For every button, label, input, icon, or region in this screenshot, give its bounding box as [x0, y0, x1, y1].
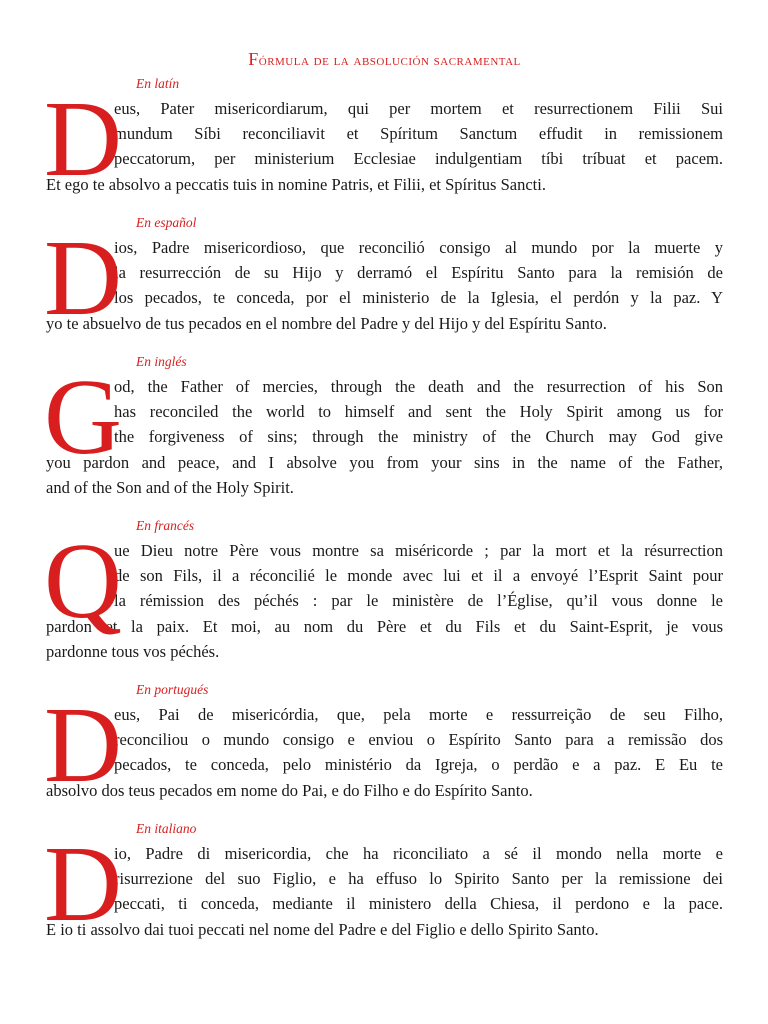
section-english: [46, 350, 723, 500]
prayer-line: la rémission des péchés : par le ministère de l’Église, qu’il vous donne le: [114, 591, 723, 611]
prayer-line: Et ego te absolvo a peccatis tuis in nomine Patris, et Filii, et Spíritus Sancti.: [46, 174, 546, 194]
drop-cap: D: [44, 686, 122, 805]
prayer-line: mundum Síbi reconciliavit et Spíritum Sanctum effudit in remissionem: [114, 124, 723, 144]
drop-cap: G: [44, 358, 122, 477]
section-spanish: [46, 211, 723, 336]
prayer-line: you pardon and peace, and I absolve you from your sins in the name of the Father,: [46, 452, 723, 472]
prayer-line: yo te absuelvo de tus pecados en el nombre del Padre y del Hijo y del Espíritu Santo.: [46, 313, 607, 333]
title-text: órmula de la absolución sacramental: [258, 53, 521, 69]
prayer-line: risurrezione del suo Figlio, e ha effuso lo Spirito Santo per la remissione dei: [114, 869, 723, 889]
section-french: [46, 514, 723, 664]
prayer-line: los pecados, te conceda, por el ministerio de la Iglesia, el perdón y la paz. Y: [114, 288, 723, 308]
prayer-line: the forgiveness of sins; through the ministry of the Church may God give: [114, 427, 723, 447]
prayer-line: ue Dieu notre Père vous montre sa miséricorde ; par la mort et la résurrection: [114, 541, 723, 560]
prayer-line: peccati, ti conceda, mediante il ministero della Chiesa, il perdono e la pace.: [114, 894, 723, 914]
language-label: En inglés: [136, 354, 187, 369]
prayer-line: pardon et la paix. Et moi, au nom du Père et du Fils et du Saint-Esprit, je vous: [46, 616, 723, 636]
section-italian: [46, 817, 723, 942]
prayer-line: io, Padre di misericordia, che ha riconciliato a sé il mondo nella morte e: [114, 844, 723, 863]
language-label: En italiano: [136, 821, 197, 836]
section-portuguese: [46, 678, 723, 803]
prayer-line: la resurrección de su Hijo y derramó el Espíritu Santo para la remisión de: [114, 263, 723, 283]
drop-cap: Q: [44, 522, 122, 641]
document-page: [46, 46, 723, 956]
section-latin: [46, 72, 723, 197]
prayer-line: pecados, te conceda, pelo ministério da Igreja, o perdão e a paz. E Eu te: [114, 755, 723, 775]
prayer-line: E io ti assolvo dai tuoi peccati nel nome del Padre e del Figlio e dello Spirito Santo.: [46, 919, 599, 939]
prayer-line: ios, Padre misericordioso, que reconcilió consigo al mundo por la muerte y: [114, 238, 723, 257]
language-label: En latín: [136, 76, 180, 91]
prayer-line: has reconciled the world to himself and sent the Holy Spirit among us for: [114, 402, 723, 422]
page-title: [46, 46, 723, 72]
drop-cap: D: [44, 80, 122, 199]
prayer-line: absolvo dos teus pecados em nome do Pai, e do Filho e do Espírito Santo.: [46, 780, 533, 800]
prayer-line: eus, Pai de misericórdia, que, pela morte e ressurreição de seu Filho,: [114, 705, 723, 724]
prayer-line: od, the Father of mercies, through the death and the resurrection of his Son: [114, 377, 723, 396]
prayer-line: and of the Son and of the Holy Spirit.: [46, 477, 294, 497]
language-label: En portugués: [136, 682, 209, 697]
language-label: En francés: [136, 518, 195, 533]
prayer-line: eus, Pater misericordiarum, qui per mortem et resurrectionem Filii Sui: [114, 99, 723, 118]
title-initial: F: [248, 49, 259, 69]
prayer-line: de son Fils, il a réconcilié le monde avec lui et il a envoyé l’Esprit Saint pour: [114, 566, 723, 586]
drop-cap: D: [44, 219, 122, 338]
prayer-line: pardonne tous vos péchés.: [46, 641, 220, 661]
drop-cap: D: [44, 825, 122, 944]
language-label: En español: [136, 215, 197, 230]
prayer-line: peccatorum, per ministerium Ecclesiae indulgentiam tíbi tríbuat et pacem.: [114, 149, 723, 169]
prayer-line: reconciliou o mundo consigo e enviou o Espírito Santo para a remissão dos: [114, 730, 723, 750]
